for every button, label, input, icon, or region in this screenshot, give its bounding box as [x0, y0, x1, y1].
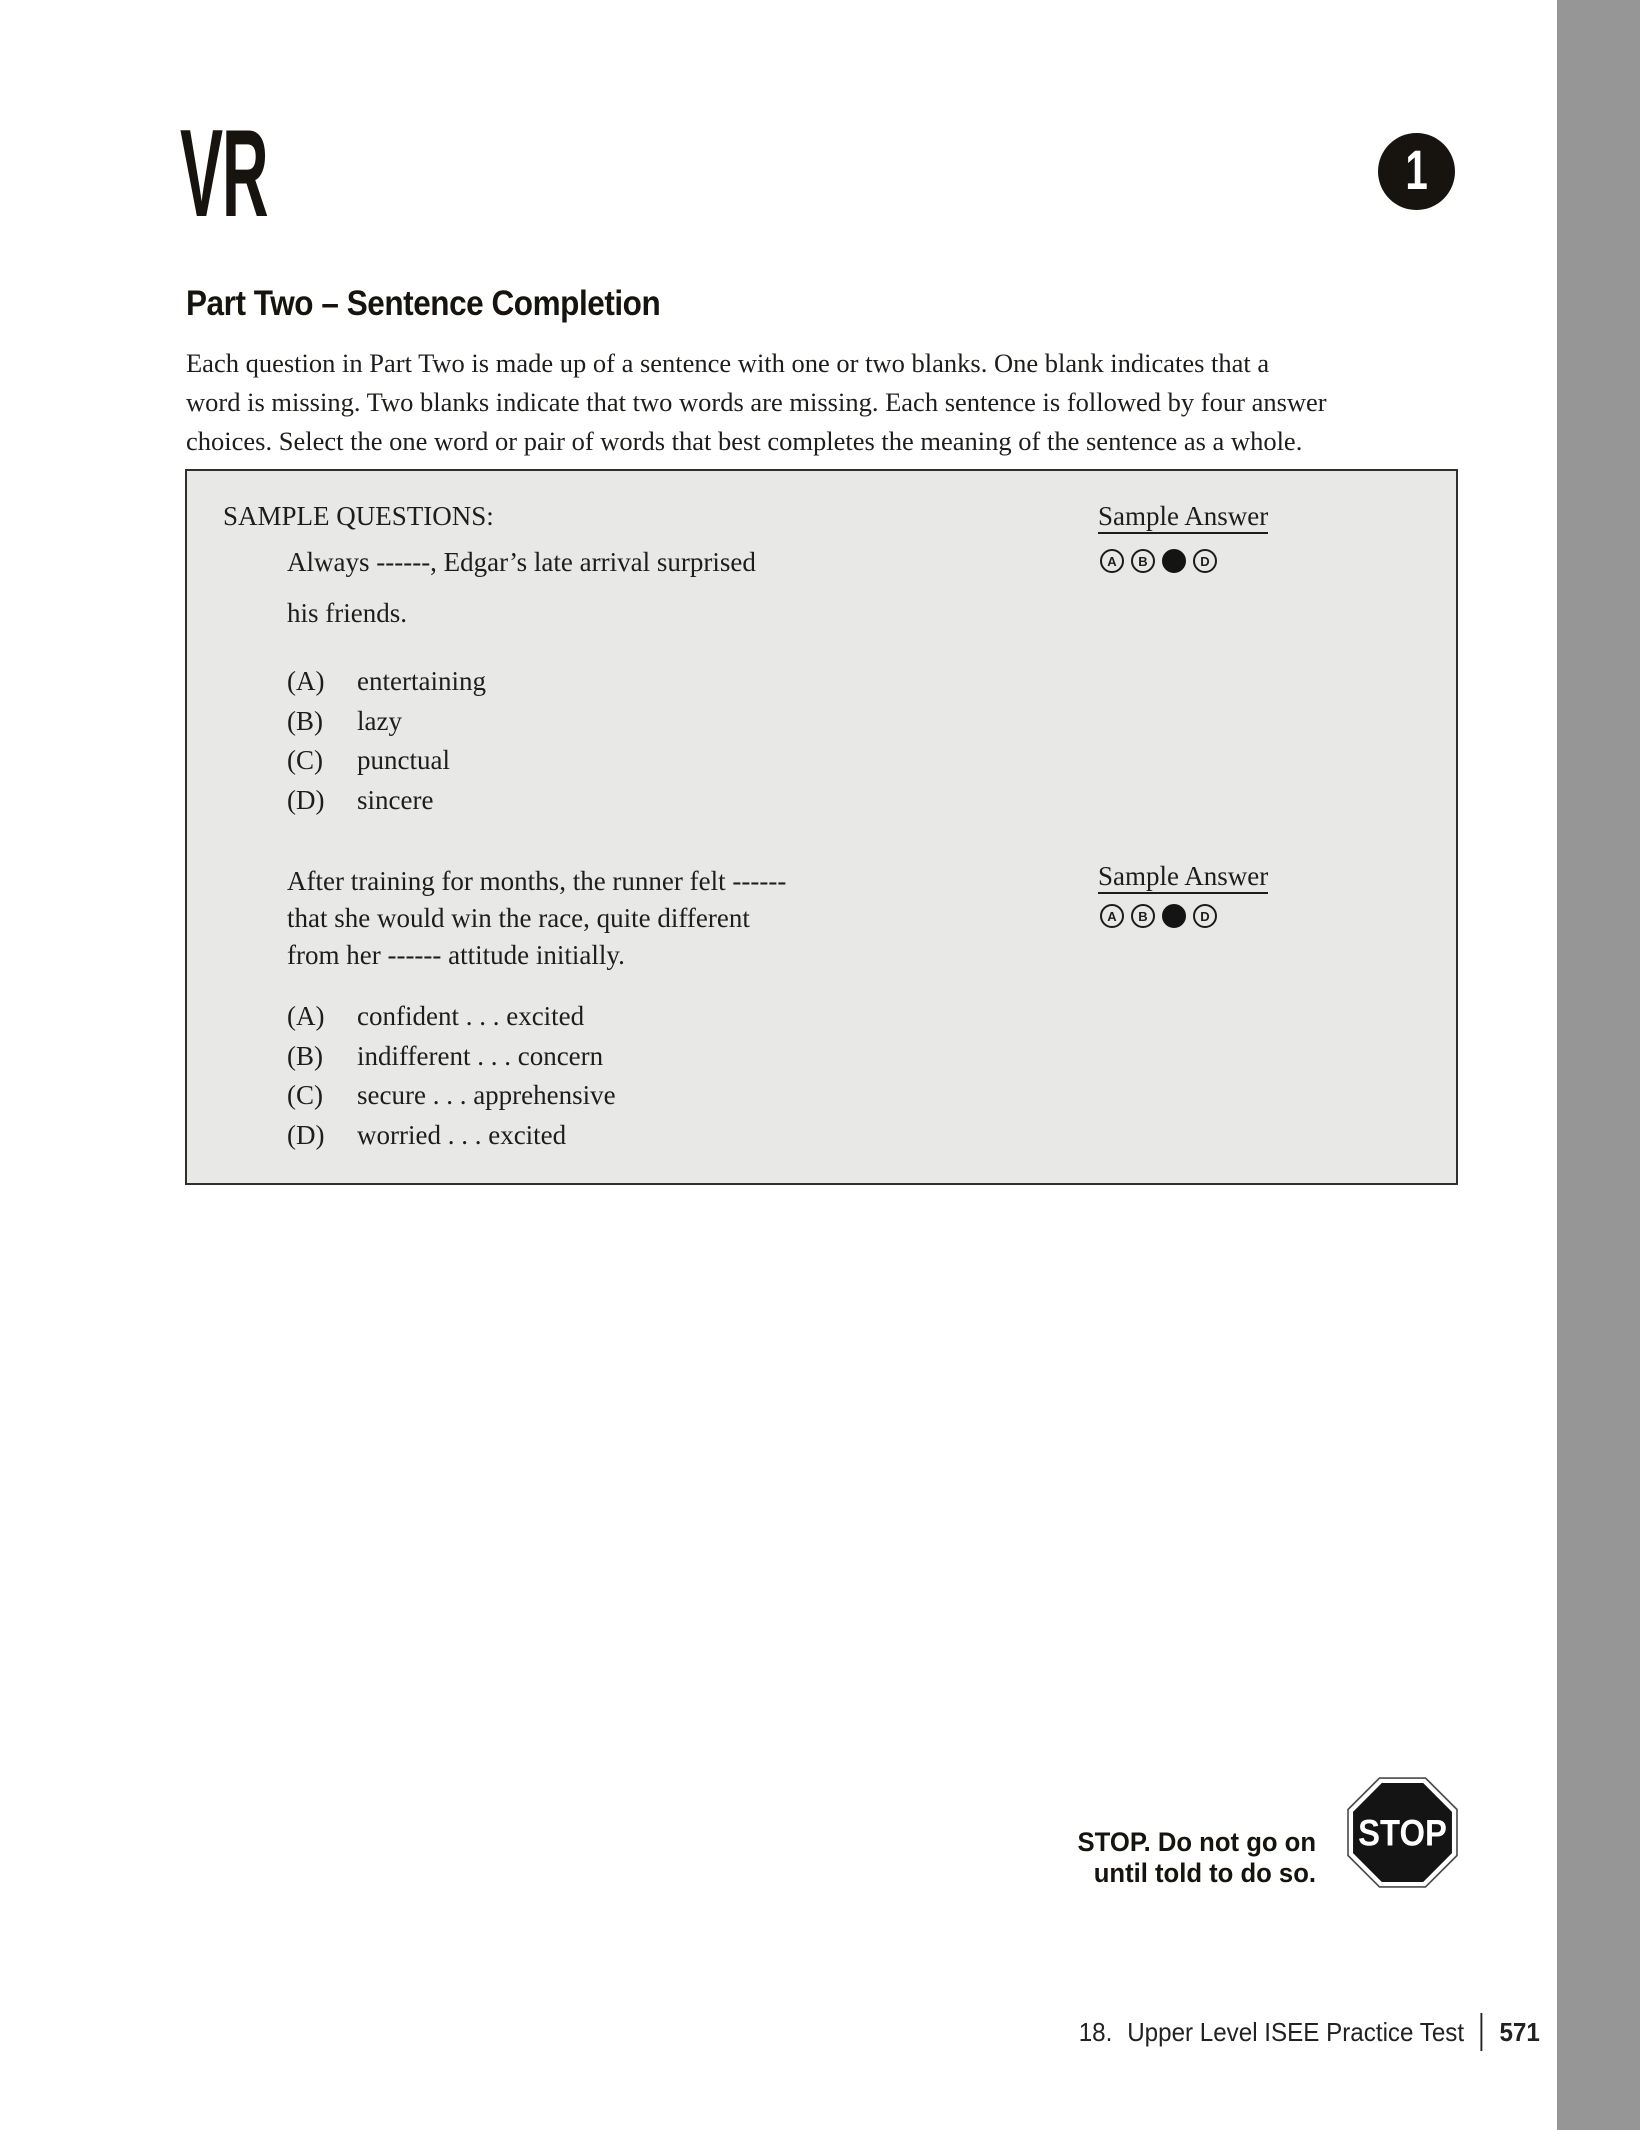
question-2-prompt [287, 863, 786, 974]
question-1-choices [287, 662, 486, 820]
sample-answer-label-q1: Sample Answer [1098, 501, 1268, 532]
sample-answer-label-q2: Sample Answer [1098, 861, 1268, 892]
page-footer [1079, 2012, 1540, 2052]
choice-text: punctual [357, 745, 450, 775]
choice-row [287, 997, 616, 1037]
stop-sign-icon [1347, 1777, 1458, 1888]
instructions-line: word is missing. Two blanks indicate that two words are missing. Each sentence is followed by four answer [186, 387, 1327, 417]
stop-sign-label: STOP [1358, 1811, 1447, 1854]
instructions-paragraph [186, 344, 1536, 461]
choice-letter: (D) [287, 784, 325, 815]
choice-text: sincere [357, 784, 434, 815]
prompt-line: that she would win the race, quite different [287, 903, 750, 933]
stop-notice [1078, 1827, 1316, 1889]
question-1-prompt [287, 537, 756, 639]
choice-row [287, 1076, 616, 1116]
choice-text: indifferent . . . concern [357, 1040, 604, 1071]
section-number: 1 [1405, 138, 1428, 201]
choice-letter: (C) [287, 745, 323, 775]
answer-bubbles-q1 [1100, 549, 1217, 573]
sample-questions-title: SAMPLE QUESTIONS: [223, 501, 494, 531]
choice-text: confident . . . excited [357, 1001, 585, 1031]
prompt-line: from her ------ attitude initially. [287, 940, 625, 970]
choice-text: entertaining [357, 666, 486, 696]
choice-row [287, 1037, 616, 1077]
bubble-b: B [1131, 549, 1155, 573]
bubble-d: D [1193, 549, 1217, 573]
instructions-line: Each question in Part Two is made up of a sentence with one or two blanks. One blank indicates that a [186, 348, 1270, 378]
sample-questions-box [185, 469, 1458, 1185]
bubble-c-filled [1162, 549, 1186, 573]
choice-letter: (B) [287, 1040, 323, 1071]
prompt-line: After training for months, the runner felt ------ [287, 866, 787, 896]
footer-divider [1481, 2013, 1483, 2051]
prompt-line: Always ------, Edgar’s late arrival surprised [287, 547, 756, 577]
choice-letter: (B) [287, 705, 323, 736]
choice-text: worried . . . excited [357, 1119, 567, 1150]
footer-chapter-number: 18. [1078, 2016, 1113, 2047]
footer-page-number: 571 [1499, 2016, 1540, 2047]
section-number-badge [1378, 133, 1455, 210]
stop-notice-line: STOP. Do not go on [1077, 1827, 1316, 1857]
choice-row [287, 702, 486, 742]
choice-row [287, 662, 486, 702]
choice-row [287, 1116, 616, 1156]
choice-row [287, 741, 486, 781]
instructions-line: choices. Select the one word or pair of words that best completes the meaning of the sentence as a whole. [186, 426, 1303, 456]
choice-letter: (A) [287, 666, 325, 696]
question-2-choices [287, 997, 616, 1155]
choice-text: secure . . . apprehensive [357, 1080, 616, 1110]
choice-letter: (D) [287, 1119, 325, 1150]
stop-notice-line: until told to do so. [1093, 1858, 1316, 1888]
prompt-line: his friends. [287, 598, 407, 628]
page-edge-tab [1557, 0, 1640, 2130]
choice-text: lazy [357, 705, 402, 736]
bubble-a: A [1100, 904, 1124, 928]
choice-letter: (C) [287, 1080, 323, 1110]
footer-chapter-title: Upper Level ISEE Practice Test [1127, 2016, 1465, 2047]
answer-bubbles-q2 [1100, 904, 1217, 928]
part-heading: Part Two – Sentence Completion [186, 284, 661, 323]
section-code: VR [180, 105, 268, 243]
bubble-c-filled [1162, 904, 1186, 928]
choice-row [287, 781, 486, 821]
bubble-b: B [1131, 904, 1155, 928]
bubble-d: D [1193, 904, 1217, 928]
choice-letter: (A) [287, 1001, 325, 1031]
bubble-a: A [1100, 549, 1124, 573]
